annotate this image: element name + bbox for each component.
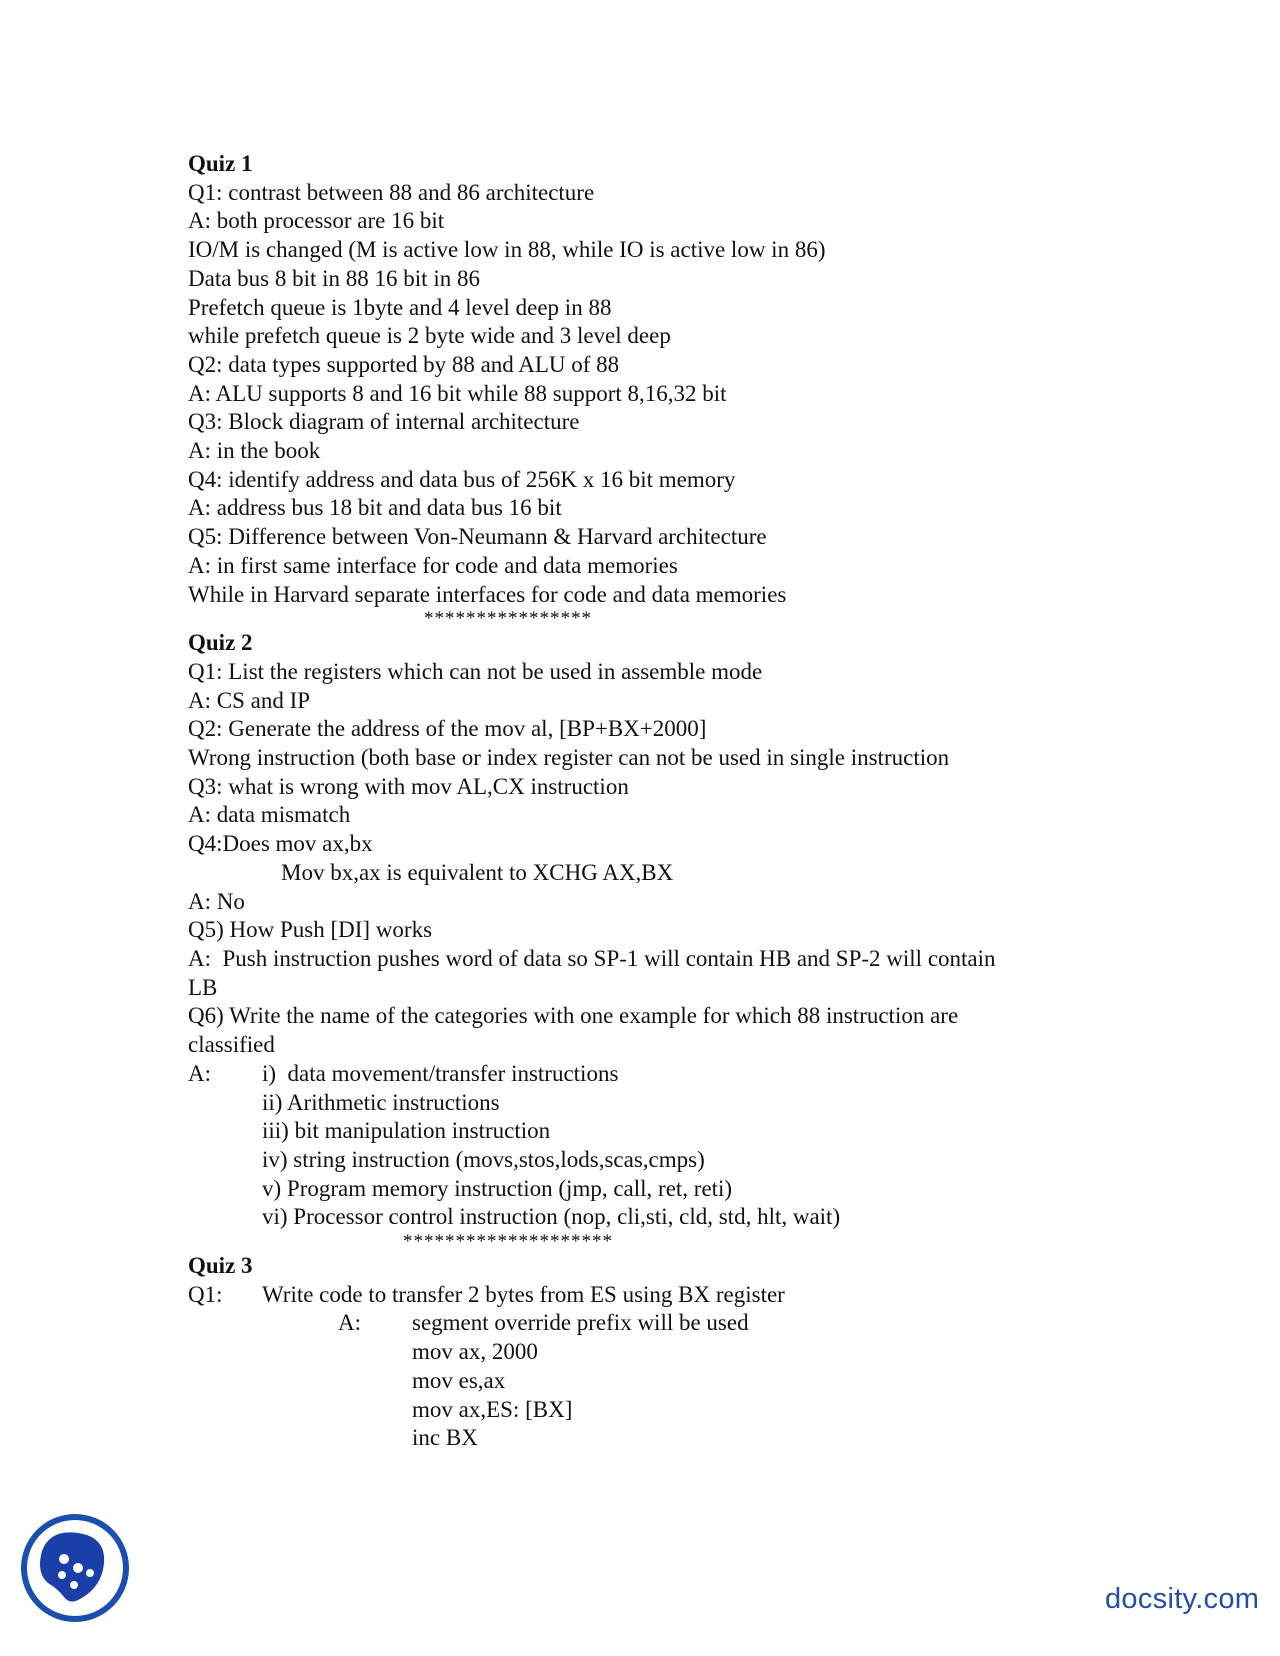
- quiz3-code-line: inc BX: [412, 1425, 478, 1451]
- quiz3-q1-text: Write code to transfer 2 bytes from ES using BX register: [262, 1281, 785, 1307]
- quiz1-separator: ****************: [424, 608, 592, 630]
- quiz2-separator: ********************: [403, 1231, 613, 1253]
- quiz2-q6-answer: iii) bit manipulation instruction: [262, 1118, 551, 1144]
- quiz2-q6-answer: iv) string instruction (movs,stos,lods,scas,cmps): [262, 1146, 705, 1172]
- quiz1-line: while prefetch queue is 2 byte wide and 3 level deep: [188, 323, 671, 349]
- quiz1-line: A: in the book: [188, 438, 321, 464]
- quiz2-title: Quiz 2: [188, 630, 253, 656]
- quiz2-line: Q5) How Push [DI] works: [188, 917, 433, 943]
- quiz2-line: LB: [188, 974, 218, 1000]
- quiz1-line: A: address bus 18 bit and data bus 16 bit: [188, 495, 562, 521]
- quiz3-q1-row: [188, 1281, 1088, 1310]
- quiz1-line: While in Harvard separate interfaces for code and data memories: [188, 581, 787, 607]
- quiz3-title: Quiz 3: [188, 1253, 253, 1279]
- quiz2-q6-answer: vi) Processor control instruction (nop, cli,sti, cld, std, hlt, wait): [262, 1204, 841, 1230]
- quiz3-answer-label: A:: [338, 1310, 361, 1336]
- quiz1-line: Q4: identify address and data bus of 256K x 16 bit memory: [188, 466, 736, 492]
- quiz3-code-line: mov es,ax: [412, 1367, 506, 1393]
- quiz1-line: A: in first same interface for code and data memories: [188, 552, 678, 578]
- quiz1-line: A: both processor are 16 bit: [188, 208, 445, 234]
- quiz3-q1-label: Q1:: [188, 1281, 223, 1307]
- quiz2-line: A: CS and IP: [188, 687, 311, 713]
- quiz2-q4-continued: Mov bx,ax is equivalent to XCHG AX,BX: [281, 859, 674, 885]
- quiz2-line: Q2: Generate the address of the mov al, [BP+BX+2000]: [188, 716, 707, 742]
- quiz2-line: Q6) Write the name of the categories with one example for which 88 instruction are: [188, 1003, 959, 1029]
- quiz2-line: A: Push instruction pushes word of data so SP-1 will contain HB and SP-2 will contain: [188, 945, 996, 971]
- quiz2-line: A: No: [188, 888, 245, 914]
- quiz2-q6-answer: ii) Arithmetic instructions: [262, 1089, 500, 1115]
- brand-link[interactable]: docsity.com: [1105, 1583, 1260, 1615]
- quiz2-q6-answer: v) Program memory instruction (jmp, call, ret, reti): [262, 1175, 733, 1201]
- quiz1-line: Q5: Difference between Von-Neumann & Harvard architecture: [188, 524, 767, 550]
- quiz1-line: Q3: Block diagram of internal architecture: [188, 409, 580, 435]
- quiz1-line: Data bus 8 bit in 88 16 bit in 86: [188, 265, 480, 291]
- quiz1-line: IO/M is changed (M is active low in 88, while IO is active low in 86): [188, 237, 826, 263]
- quiz3-code-line: mov ax, 2000: [412, 1339, 538, 1365]
- quiz2-line: Q3: what is wrong with mov AL,CX instruction: [188, 773, 629, 799]
- quiz3-code-line: mov ax,ES: [BX]: [412, 1396, 573, 1422]
- quiz2-line: A: data mismatch: [188, 802, 351, 828]
- quiz2-line: Q4:Does mov ax,bx: [188, 831, 373, 857]
- quiz1-line: Q1: contrast between 88 and 86 architecture: [188, 179, 595, 205]
- quiz1-line: A: ALU supports 8 and 16 bit while 88 support 8,16,32 bit: [188, 380, 727, 406]
- quiz1-title: Quiz 1: [188, 151, 253, 176]
- quiz2-q6-answer-label: A:: [188, 1060, 211, 1086]
- quiz2-q6-answer-row: [188, 1060, 1088, 1089]
- document-body: [188, 150, 1088, 1453]
- docsity-logo-icon[interactable]: [20, 1513, 130, 1623]
- quiz3-answer-row: [188, 1309, 1088, 1338]
- quiz1-line: Q2: data types supported by 88 and ALU of 88: [188, 351, 620, 377]
- quiz2-line: Q1: List the registers which can not be used in assemble mode: [188, 658, 763, 684]
- quiz3-answer-text: segment override prefix will be used: [412, 1310, 749, 1336]
- quiz2-line: Wrong instruction (both base or index register can not be used in single instruction: [188, 745, 950, 771]
- quiz2-q6-answer: i) data movement/transfer instructions: [262, 1060, 619, 1086]
- quiz1-line: Prefetch queue is 1byte and 4 level deep in 88: [188, 294, 612, 320]
- quiz2-line: classified: [188, 1032, 275, 1058]
